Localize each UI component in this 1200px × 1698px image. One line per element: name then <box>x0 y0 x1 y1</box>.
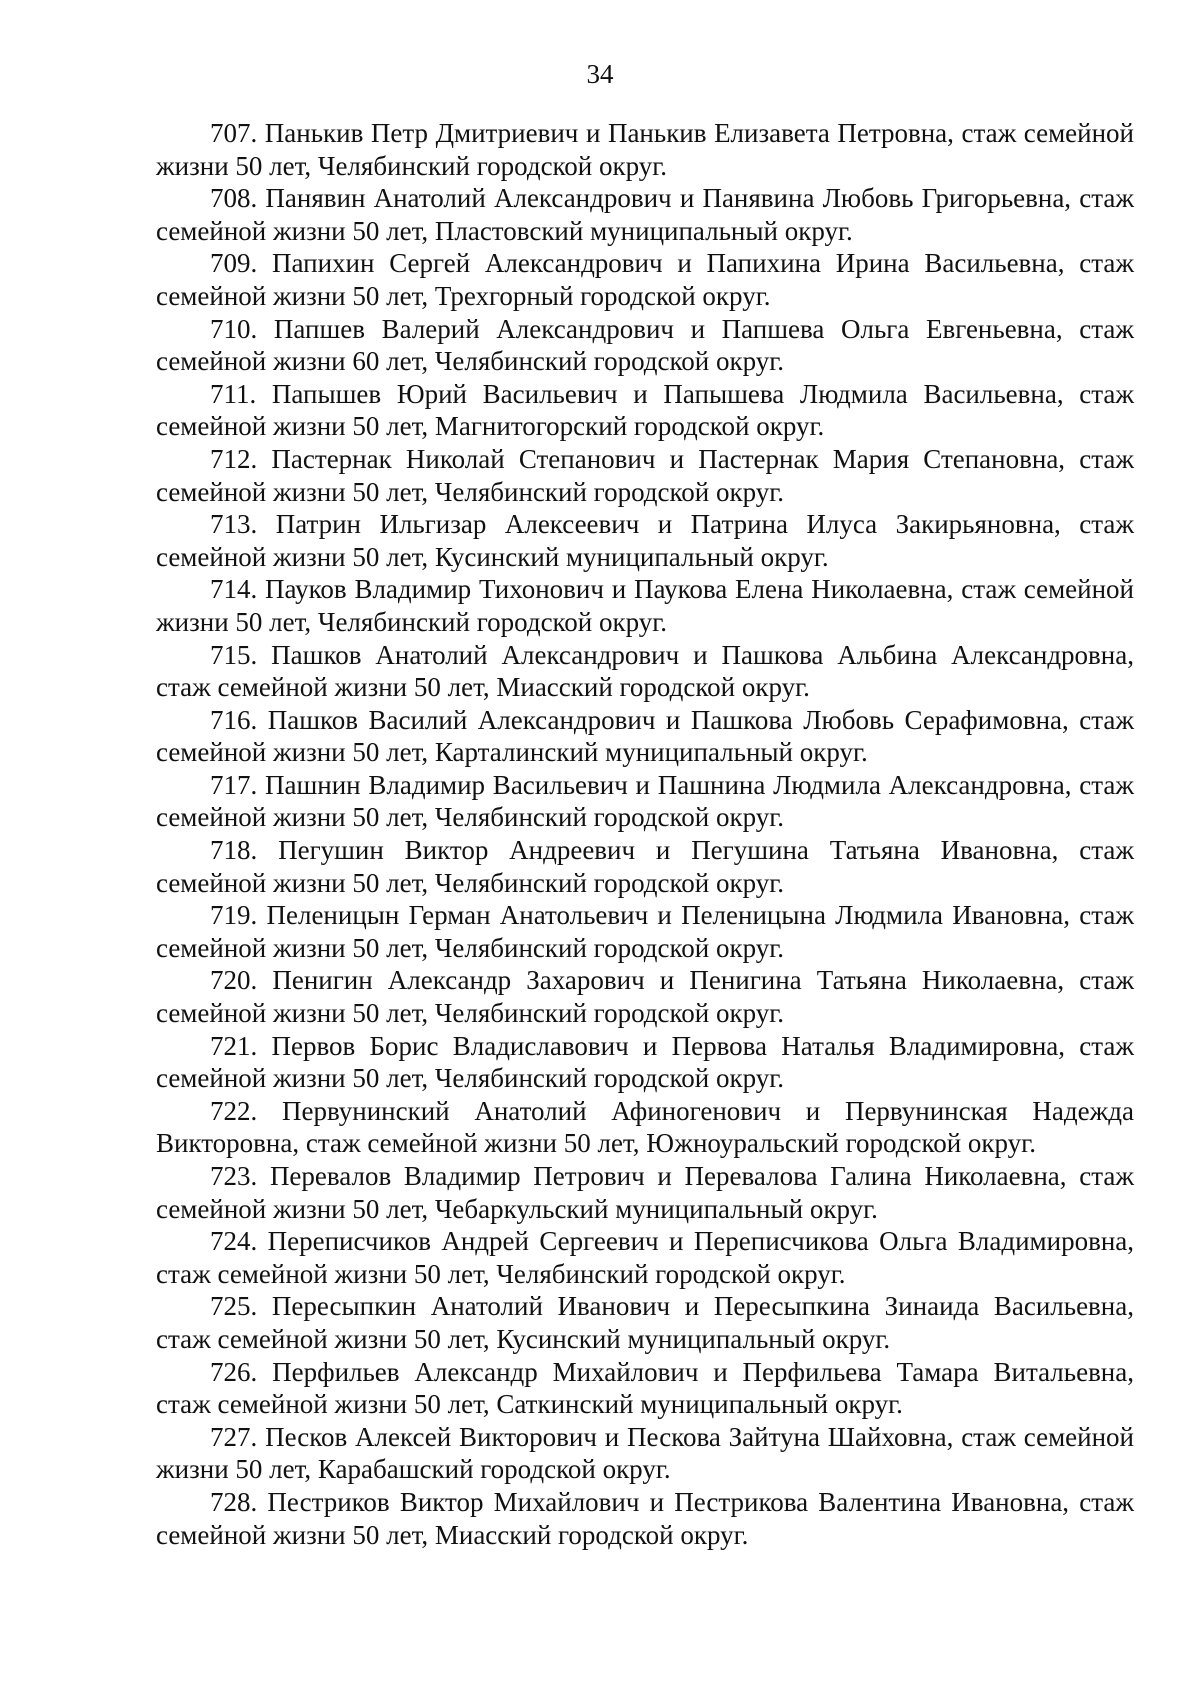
list-item: 708. Панявин Анатолий Александрович и Панявина Любовь Григорьевна, стаж семейной жизни 50 лет, Пластовский муниципальный округ. <box>156 183 1134 246</box>
list-item: 728. Пестриков Виктор Михайлович и Пестрикова Валентина Ивановна, стаж семейной жизни 50 лет, Миасский городской округ. <box>156 1486 1134 1550</box>
list-item: 727. Песков Алексей Викторович и Пескова Зайтуна Шайховна, стаж семейной жизни 50 лет, Карабашский городской округ. <box>156 1421 1134 1485</box>
list-item: 711. Папышев Юрий Васильевич и Папышева Людмила Васильевна, стаж семейной жизни 50 лет, Магнитогорский городской округ. <box>156 378 1134 442</box>
list-item: 722. Первунинский Анатолий Афиногенович и Первунинская Надежда Викторовна, стаж семейной жизни 50 лет, Южноуральский городской округ. <box>156 1095 1134 1159</box>
list-item: 713. Патрин Ильгизар Алексеевич и Патрина Илуса Закирьяновна, стаж семейной жизни 50 лет, Кусинский муниципальный округ. <box>156 509 1134 572</box>
list-item: 707. Панькив Петр Дмитриевич и Панькив Елизавета Петровна, стаж семейной жизни 50 лет, Челябинский городской округ. <box>156 118 1134 181</box>
list-item: 710. Папшев Валерий Александрович и Папшева Ольга Евгеньевна, стаж семейной жизни 60 лет, Челябинский городской округ. <box>156 313 1134 377</box>
list-item: 717. Пашнин Владимир Васильевич и Пашнина Людмила Александровна, стаж семейной жизни 50 лет, Челябинский городской округ. <box>156 769 1134 833</box>
entry-list <box>156 117 1134 1551</box>
list-item: 726. Перфильев Александр Михайлович и Перфильева Тамара Витальевна, стаж семейной жизни 50 лет, Саткинский муниципальный округ. <box>156 1356 1134 1420</box>
list-item: 716. Пашков Василий Александрович и Пашкова Любовь Серафимовна, стаж семейной жизни 50 лет, Карталинский муниципальный округ. <box>156 704 1134 768</box>
list-item: 719. Пеленицын Герман Анатольевич и Пеленицына Людмила Ивановна, стаж семейной жизни 50 лет, Челябинский городской округ. <box>156 900 1134 963</box>
list-item: 712. Пастернак Николай Степанович и Пастернак Мария Степановна, стаж семейной жизни 50 лет, Челябинский городской округ. <box>156 443 1134 507</box>
list-item: 715. Пашков Анатолий Александрович и Пашкова Альбина Александровна, стаж семейной жизни 50 лет, Миасский городской округ. <box>156 639 1134 703</box>
list-item: 721. Первов Борис Владиславович и Первова Наталья Владимировна, стаж семейной жизни 50 лет, Челябинский городской округ. <box>156 1030 1134 1094</box>
list-item: 723. Перевалов Владимир Петрович и Перевалова Галина Николаевна, стаж семейной жизни 50 лет, Чебаркульский муниципальный округ. <box>156 1161 1134 1224</box>
list-item: 714. Пауков Владимир Тихонович и Паукова Елена Николаевна, стаж семейной жизни 50 лет, Челябинский городской округ. <box>156 574 1134 637</box>
page-number: 34 <box>586 59 614 89</box>
list-item: 709. Папихин Сергей Александрович и Папихина Ирина Васильевна, стаж семейной жизни 50 лет, Трехгорный городской округ. <box>156 248 1134 311</box>
list-item: 720. Пенигин Александр Захарович и Пенигина Татьяна Николаевна, стаж семейной жизни 50 лет, Челябинский городской округ. <box>156 965 1134 1029</box>
list-item: 724. Переписчиков Андрей Сергеевич и Переписчикова Ольга Владимировна, стаж семейной жизни 50 лет, Челябинский городской округ. <box>156 1226 1134 1289</box>
list-item: 718. Пегушин Виктор Андреевич и Пегушина Татьяна Ивановна, стаж семейной жизни 50 лет, Челябинский городской округ. <box>156 835 1134 898</box>
list-item: 725. Пересыпкин Анатолий Иванович и Пересыпкина Зинаида Васильевна, стаж семейной жизни 50 лет, Кусинский муниципальный округ. <box>156 1291 1134 1354</box>
